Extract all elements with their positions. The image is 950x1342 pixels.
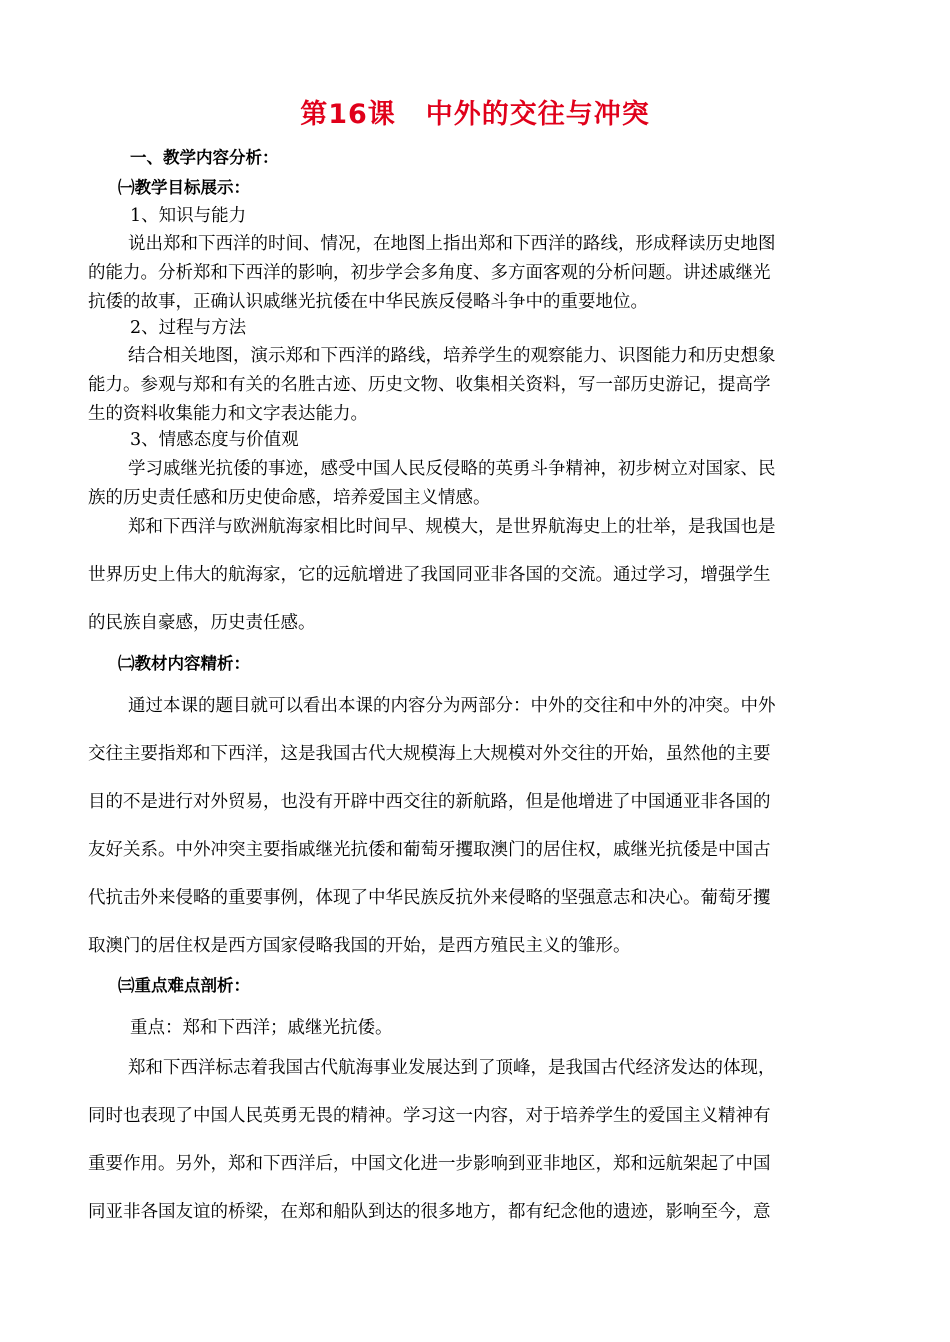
goal-paragraph-knowledge [88, 230, 860, 317]
key-points-line: 重点：郑和下西洋；戚继光抗倭。 [130, 1018, 393, 1038]
text-line: 郑和下西洋标志着我国古代航海事业发展达到了顶峰，是我国古代经济发达的体现， [128, 1058, 776, 1078]
text-line: 结合相关地图，演示郑和下西洋的路线，培养学生的观察能力、识图能力和历史想象 [128, 346, 776, 366]
text-line: 友好关系。中外冲突主要指戚继光抗倭和葡萄牙攫取澳门的居住权，戚继光抗倭是中国古 [88, 840, 771, 860]
text-line: 代抗击外来侵略的重要事例，体现了中华民族反抗外来侵略的坚强意志和决心。葡萄牙攫 [88, 888, 771, 908]
section-heading-analysis: 一、教学内容分析： [130, 148, 279, 167]
text-line: 同时也表现了中国人民英勇无畏的精神。学习这一内容，对于培养学生的爱国主义精神有 [88, 1106, 771, 1126]
goal-paragraph-summary [88, 503, 860, 647]
text-line: 世界历史上伟大的航海家，它的远航增进了我国同亚非各国的交流。通过学习，增强学生 [88, 565, 771, 585]
goal-item-values: 3、情感态度与价值观 [130, 430, 299, 450]
page-title [0, 92, 950, 131]
subsection-heading-key-points: ㈢重点难点剖析： [118, 976, 250, 995]
text-line: 的能力。分析郑和下西洋的影响，初步学会多角度、多方面客观的分析问题。讲述戚继光 [88, 263, 771, 283]
key-points-paragraph [88, 1044, 860, 1236]
text-line: 郑和下西洋与欧洲航海家相比时间早、规模大，是世界航海史上的壮举，是我国也是 [128, 517, 776, 537]
subsection-heading-content: ㈡教材内容精析： [118, 654, 250, 673]
text-line: 说出郑和下西洋的时间、情况，在地图上指出郑和下西洋的路线，形成释读历史地图 [128, 234, 776, 254]
text-line: 重要作用。另外，郑和下西洋后，中国文化进一步影响到亚非地区，郑和远航架起了中国 [88, 1154, 771, 1174]
goal-paragraph-process [88, 342, 860, 429]
goal-item-knowledge: 1、知识与能力 [130, 206, 247, 226]
text-line: 目的不是进行对外贸易，也没有开辟中西交往的新航路，但是他增进了中国通亚非各国的 [88, 792, 771, 812]
text-line: 通过本课的题目就可以看出本课的内容分为两部分：中外的交往和中外的冲突。中外 [128, 696, 776, 716]
text-line: 学习戚继光抗倭的事迹，感受中国人民反侵略的英勇斗争精神，初步树立对国家、民 [128, 459, 776, 479]
lesson-number: 第16课 [300, 99, 396, 130]
text-line: 族的历史责任感和历史使命感，培养爱国主义情感。 [88, 488, 491, 508]
text-line: 抗倭的故事，正确认识戚继光抗倭在中华民族反侵略斗争中的重要地位。 [88, 292, 648, 312]
text-line: 的民族自豪感，历史责任感。 [88, 613, 316, 633]
text-line: 能力。参观与郑和有关的名胜古迹、历史文物、收集相关资料，写一部历史游记，提高学 [88, 375, 771, 395]
goal-item-process: 2、过程与方法 [130, 318, 247, 338]
subsection-heading-goals: ㈠教学目标展示： [118, 178, 250, 197]
text-line: 取澳门的居住权是西方国家侵略我国的开始，是西方殖民主义的雏形。 [88, 936, 631, 956]
text-line: 生的资料收集能力和文字表达能力。 [88, 404, 368, 424]
lesson-name: 中外的交往与冲突 [425, 99, 650, 130]
text-line: 交往主要指郑和下西洋，这是我国古代大规模海上大规模对外交往的开始，虽然他的主要 [88, 744, 771, 764]
text-line: 同亚非各国友谊的桥梁，在郑和船队到达的很多地方，都有纪念他的遗迹，影响至今，意 [88, 1202, 771, 1222]
content-paragraph [88, 682, 860, 970]
